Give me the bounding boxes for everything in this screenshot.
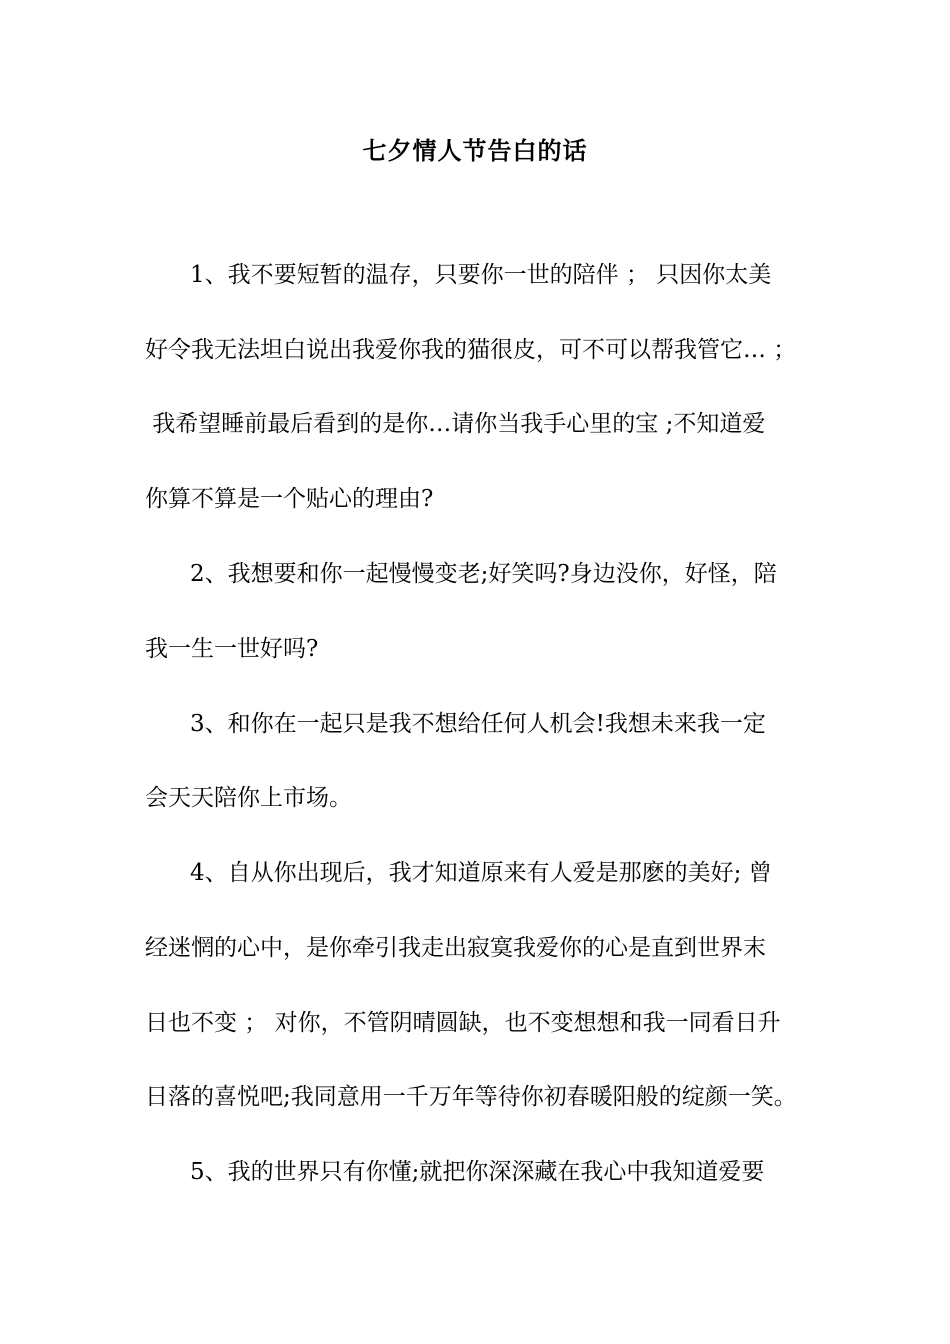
paragraph-4-line-2: 经迷惘的心中，是你牵引我走出寂寞我爱你的心是直到世界末 (145, 935, 766, 961)
paragraph-4-line-4: 日落的喜悦吧;我同意用一千万年等待你初春暖阳般的绽颜一笑。 (145, 1084, 797, 1110)
paragraph-3-line-2: 会天天陪你上市场。 (145, 785, 352, 811)
paragraph-4-line-3: 日也不变 ； 对你，不管阴晴圆缺，也不变想想和我一同看日升 (145, 1010, 781, 1036)
paragraph-2-line-1: 2、我想要和你一起慢慢变老;好笑吗?身边没你，好怪，陪 (190, 561, 777, 587)
paragraph-1-line-3: 我希望睡前最后看到的是你…请你当我手心里的宝 ;不知道爱 (145, 411, 766, 437)
paragraph-1-line-1: 1、我不要短暂的温存，只要你一世的陪伴 ； 只因你太美 (190, 262, 772, 288)
paragraph-1-line-2: 好令我无法坦白说出我爱你我的猫很皮，可不可以帮我管它… ； (145, 337, 797, 363)
paragraph-1-line-4: 你算不算是一个贴心的理由? (145, 486, 434, 512)
paragraph-5-line-1: 5、我的世界只有你懂;就把你深深藏在我心中我知道爱要 (190, 1159, 765, 1185)
document-title: 七夕情人节告白的话 (362, 137, 588, 165)
paragraph-4-line-1: 4、自从你出现后，我才知道原来有人爱是那麽的美好; 曾 (190, 860, 772, 886)
paragraph-2-line-2: 我一生一世好吗? (145, 636, 319, 662)
paragraph-3-line-1: 3、和你在一起只是我不想给任何人机会!我想未来我一定 (190, 711, 766, 737)
